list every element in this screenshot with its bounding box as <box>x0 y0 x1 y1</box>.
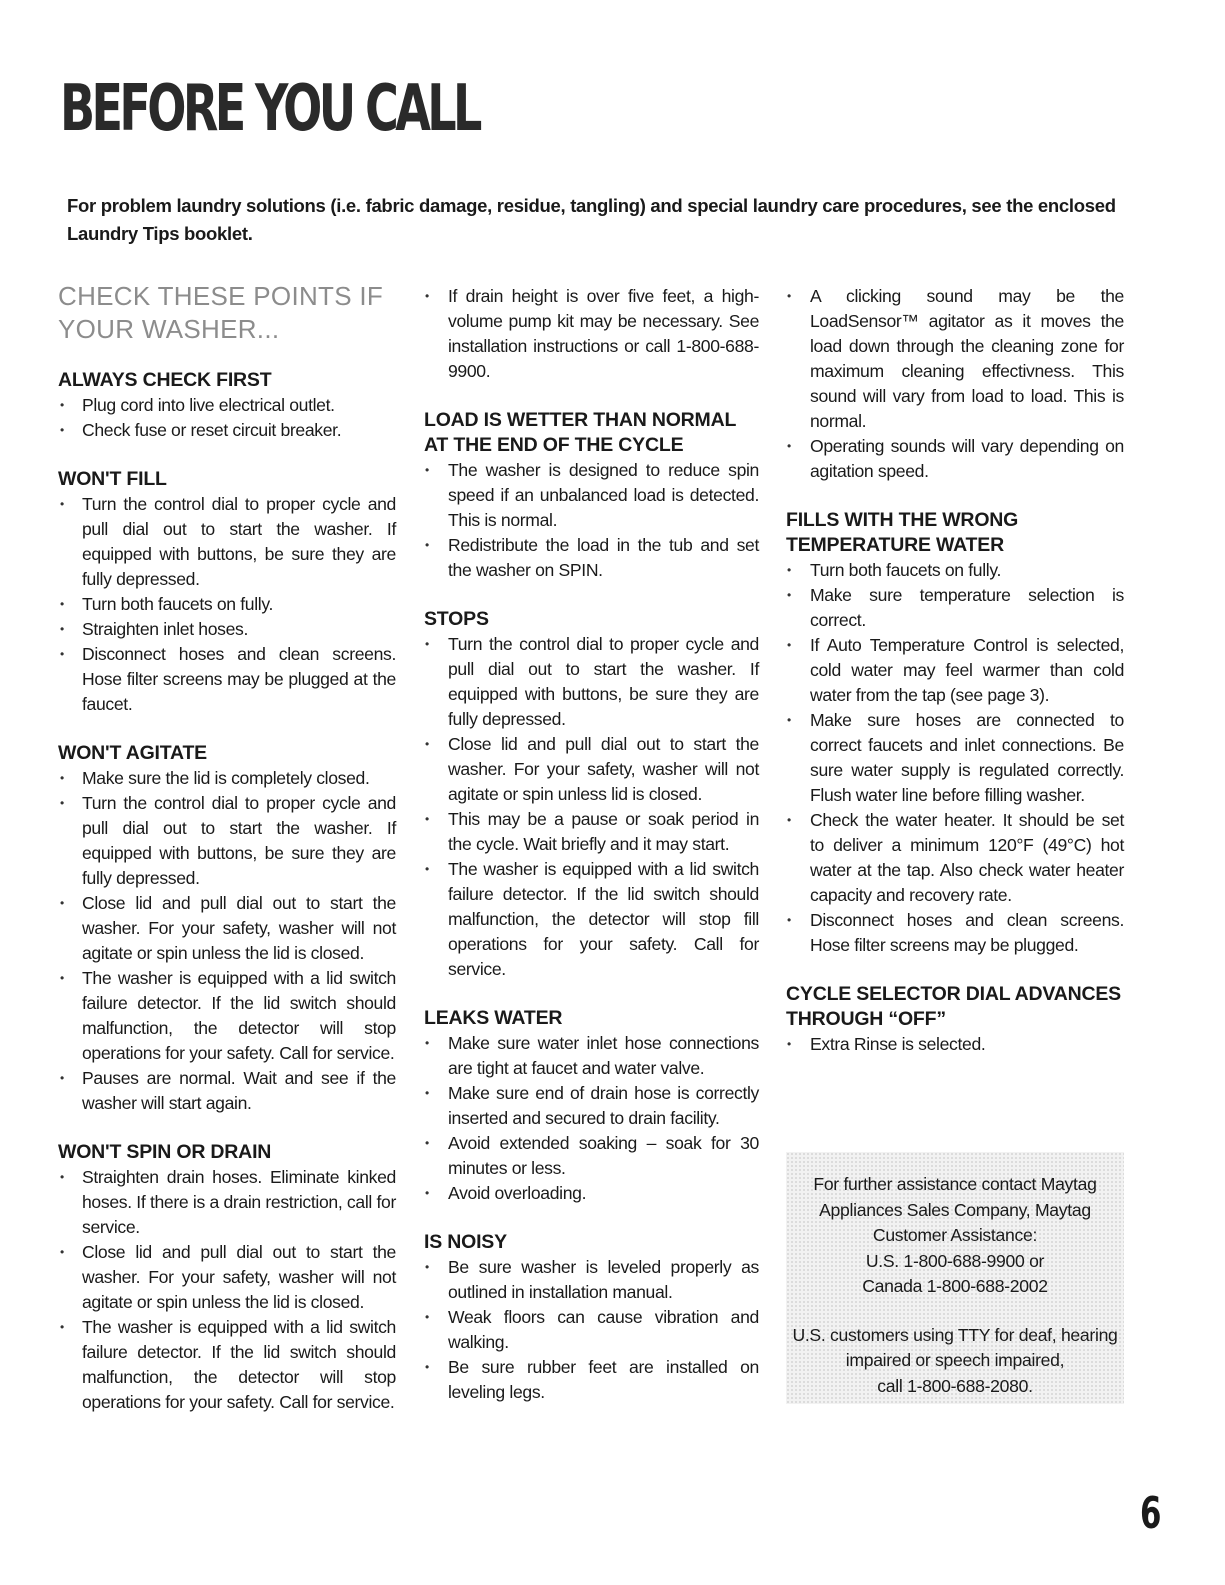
bullet-item: • Turn both faucets on fully. <box>786 558 1124 583</box>
heading-always-check-first: ALWAYS CHECK FIRST <box>58 369 272 391</box>
callout-line: Customer Assistance: <box>872 1225 1038 1245</box>
callout-line: U.S. customers using TTY for deaf, hearing <box>792 1324 1118 1345</box>
bullet-item: • Be sure rubber feet are installed on leveling legs. <box>424 1355 759 1405</box>
section-title <box>58 280 396 346</box>
column-3-groups <box>786 284 1124 1057</box>
bullet-list <box>786 558 1124 958</box>
bullet-item: • Make sure the lid is completely closed. <box>58 766 396 791</box>
heading-is-noisy: IS NOISY <box>424 1231 507 1253</box>
bullet-item: • Extra Rinse is selected. <box>786 1032 1124 1057</box>
bullet-item: • Plug cord into live electrical outlet. <box>58 393 396 418</box>
bullet-list <box>424 1255 759 1405</box>
bullet-item: • If Auto Temperature Control is selected, cold water may feel warmer than cold water from the tap (see page 3). <box>786 633 1124 708</box>
bullet-list <box>424 1031 759 1206</box>
column-1 <box>58 280 396 1439</box>
bullet-item: • Turn the control dial to proper cycle and pull dial out to start the washer. If equipped with buttons, be sure they are fully depressed. <box>424 632 759 732</box>
bullet-item: • If drain height is over five feet, a high-volume pump kit may be necessary. See installation instructions or call 1-800-688-9900. <box>424 284 759 384</box>
column-2 <box>424 284 759 1429</box>
bullet-item: • Check the water heater. It should be set to deliver a minimum 120°F (49°C) hot water at the tap. Also check water heater capacity and recovery rate. <box>786 808 1124 908</box>
bullet-item: • Close lid and pull dial out to start the washer. For your safety, washer will not agitate or spin unless the lid is closed. <box>58 891 396 966</box>
callout-line: Canada 1-800-688-2002 <box>862 1276 1048 1296</box>
bullet-list <box>58 766 396 1116</box>
bullet-item: • Straighten inlet hoses. <box>58 617 396 642</box>
bullet-item: • Close lid and pull dial out to start the washer. For your safety, washer will not agitate or spin unless the lid is closed. <box>58 1240 396 1315</box>
bullet-list <box>786 284 1124 484</box>
callout-line: For further assistance contact Maytag <box>813 1174 1097 1194</box>
column-2-groups <box>424 284 759 1405</box>
bullet-item: • Disconnect hoses and clean screens. Hose filter screens may be plugged. <box>786 908 1124 958</box>
section-title-line-1: CHECK THESE POINTS IF <box>58 281 384 311</box>
bullet-item: • Make sure hoses are connected to correct faucets and inlet connections. Be sure water supply is regulated correctly. Flush water line before filling washer. <box>786 708 1124 808</box>
bullet-item: • Turn the control dial to proper cycle and pull dial out to start the washer. If equipped with buttons, be sure they are fully depressed. <box>58 492 396 592</box>
section-title-line-2: YOUR WASHER... <box>58 314 280 344</box>
bullet-item: • Make sure water inlet hose connections are tight at faucet and water valve. <box>424 1031 759 1081</box>
heading-won-t-spin-or-drain: WON'T SPIN OR DRAIN <box>58 1141 272 1163</box>
assistance-contact-block <box>786 1152 1124 1300</box>
bullet-item: • The washer is equipped with a lid switch failure detector. If the lid switch should malfunction, the detector will stop operations for your safety. Call for service. <box>58 966 396 1066</box>
page-title: BEFORE YOU CALL <box>60 72 479 146</box>
bullet-item: • Make sure end of drain hose is correctly inserted and secured to drain facility. <box>424 1081 759 1131</box>
bullet-item: • Turn the control dial to proper cycle and pull dial out to start the washer. If equipped with buttons, be sure they are fully depressed. <box>58 791 396 891</box>
bullet-item: • Be sure washer is leveled properly as outlined in installation manual. <box>424 1255 759 1305</box>
bullet-item: • A clicking sound may be the LoadSensor™ agitator as it moves the load down through the cleaning zone for maximum cleaning effectivness. This sound will vary from load to load. This is normal. <box>786 284 1124 434</box>
bullet-item: • Disconnect hoses and clean screens. Hose filter screens may be plugged at the faucet. <box>58 642 396 717</box>
heading-cycle-selector-dial-advances-through-off: CYCLE SELECTOR DIAL ADVANCES THROUGH “OFF” <box>786 983 1121 1030</box>
bullet-item: • The washer is equipped with a lid switch failure detector. If the lid switch should malfunction, the detector will stop fill operations for your safety. Call for service. <box>424 857 759 982</box>
bullet-item: • Operating sounds will vary depending on agitation speed. <box>786 434 1124 484</box>
heading-won-t-agitate: WON'T AGITATE <box>58 742 207 764</box>
bullet-item: • This may be a pause or soak period in the cycle. Wait briefly and it may start. <box>424 807 759 857</box>
bullet-list <box>424 632 759 982</box>
bullet-list <box>58 1165 396 1415</box>
bullet-list <box>424 458 759 583</box>
bullet-item: • Straighten drain hoses. Eliminate kinked hoses. If there is a drain restriction, call for service. <box>58 1165 396 1240</box>
bullet-item: • The washer is designed to reduce spin speed if an unbalanced load is detected. This is normal. <box>424 458 759 533</box>
heading-load-is-wetter-than-normal-at-the-end-of-the-cycle: LOAD IS WETTER THAN NORMAL AT THE END OF THE CYCLE <box>424 409 736 456</box>
callout-line: impaired or speech impaired, <box>845 1350 1065 1370</box>
tty-contact-block <box>786 1300 1124 1400</box>
bullet-list <box>58 492 396 717</box>
bullet-item: • The washer is equipped with a lid switch failure detector. If the lid switch should malfunction, the detector will stop operations for your safety. Call for service. <box>58 1315 396 1415</box>
heading-won-t-fill: WON'T FILL <box>58 468 167 490</box>
column-1-groups <box>58 368 396 1415</box>
bullet-list <box>424 284 759 384</box>
page-number: 6 <box>1140 1488 1162 1539</box>
intro-text: For problem laundry solutions (i.e. fabric damage, residue, tangling) and special laundry care procedures, see the enclosed Laundry Tips booklet. <box>67 195 1116 244</box>
heading-leaks-water: LEAKS WATER <box>424 1007 563 1029</box>
callout-line: Appliances Sales Company, Maytag <box>819 1199 1091 1220</box>
bullet-item: • Weak floors can cause vibration and walking. <box>424 1305 759 1355</box>
callout-line: call 1-800-688-2080. <box>877 1375 1033 1396</box>
heading-stops: STOPS <box>424 608 489 630</box>
bullet-item: • Make sure temperature selection is correct. <box>786 583 1124 633</box>
bullet-item: • Avoid overloading. <box>424 1181 759 1206</box>
assistance-callout <box>786 1152 1124 1404</box>
callout-line: U.S. 1-800-688-9900 or <box>865 1250 1045 1271</box>
bullet-item: • Close lid and pull dial out to start the washer. For your safety, washer will not agitate or spin unless lid is closed. <box>424 732 759 807</box>
column-3 <box>786 284 1124 1081</box>
bullet-list <box>58 393 396 443</box>
bullet-item: • Redistribute the load in the tub and set the washer on SPIN. <box>424 533 759 583</box>
bullet-item: • Pauses are normal. Wait and see if the washer will start again. <box>58 1066 396 1116</box>
bullet-item: • Turn both faucets on fully. <box>58 592 396 617</box>
heading-fills-with-the-wrong-temperature-water: FILLS WITH THE WRONG TEMPERATURE WATER <box>786 509 1019 556</box>
bullet-list <box>786 1032 1124 1057</box>
bullet-item: • Avoid extended soaking – soak for 30 minutes or less. <box>424 1131 759 1181</box>
bullet-item: • Check fuse or reset circuit breaker. <box>58 418 396 443</box>
